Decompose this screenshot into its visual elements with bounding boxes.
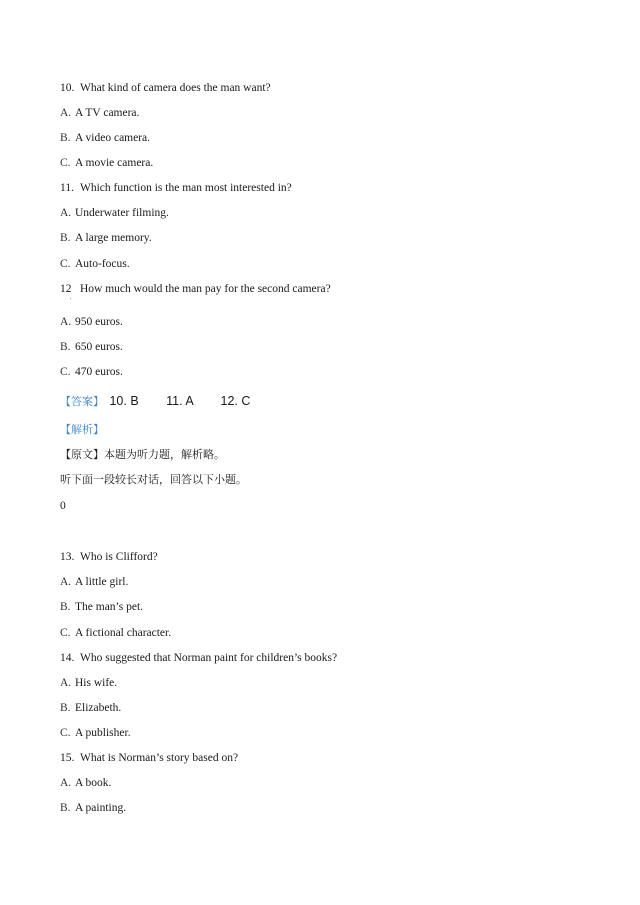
answer-10: 10. B — [109, 394, 139, 408]
original-text-line: 【原文】本题为听力题，解析略。 — [60, 448, 225, 461]
question-text: Who suggested that Norman paint for children’s books? — [80, 652, 338, 664]
question-number: 10. — [60, 82, 75, 94]
option-a: A. A book. — [60, 777, 112, 789]
option-b: B. A large memory. — [60, 232, 152, 244]
question-12 — [60, 282, 331, 296]
question-text: What kind of camera does the man want? — [80, 82, 271, 94]
answer-label: 【答案】 — [60, 395, 104, 408]
option-a: A. A little girl. — [60, 576, 129, 588]
option-b: B. A video camera. — [60, 132, 151, 144]
option-b: B. Elizabeth. — [60, 702, 122, 714]
question-13 — [60, 550, 158, 564]
option-b: B. A painting. — [60, 802, 127, 814]
option-a: A. A TV camera. — [60, 107, 140, 119]
option-c: C. A publisher. — [60, 727, 131, 739]
question-14 — [60, 651, 337, 665]
option-a: A. Underwater filming. — [60, 207, 169, 219]
question-text: What is Norman’s story based on? — [80, 752, 239, 764]
answer-11: 11. A — [166, 394, 194, 408]
option-c: C. 470 euros. — [60, 366, 123, 378]
stray-mark: ' — [70, 298, 72, 304]
question-number: 14. — [60, 652, 75, 664]
option-b: B. 650 euros. — [60, 341, 123, 353]
question-number: 15. — [60, 752, 75, 764]
question-text: Which function is the man most interested in? — [80, 182, 292, 194]
instruction-line: 听下面一段较长对话，回答以下小题。 — [60, 473, 247, 486]
analysis-label: 【解析】 — [60, 423, 104, 436]
option-c: C. A fictional character. — [60, 627, 172, 639]
question-text: How much would the man pay for the second camera? — [80, 283, 331, 295]
option-c: C. A movie camera. — [60, 157, 154, 169]
option-c: C. Auto-focus. — [60, 258, 130, 270]
stray-zero: 0 — [60, 500, 66, 512]
question-15 — [60, 751, 238, 765]
question-text: Who is Clifford? — [80, 551, 158, 563]
answer-line — [60, 394, 250, 409]
question-number: 13. — [60, 551, 75, 563]
question-11 — [60, 181, 292, 195]
option-a: A. His wife. — [60, 677, 118, 689]
question-number: 11. — [60, 182, 74, 194]
option-b: B. The man’s pet. — [60, 601, 144, 613]
option-a: A. 950 euros. — [60, 316, 123, 328]
question-number: 12 — [60, 283, 72, 295]
question-10 — [60, 81, 271, 95]
answer-12: 12. C — [220, 394, 251, 408]
